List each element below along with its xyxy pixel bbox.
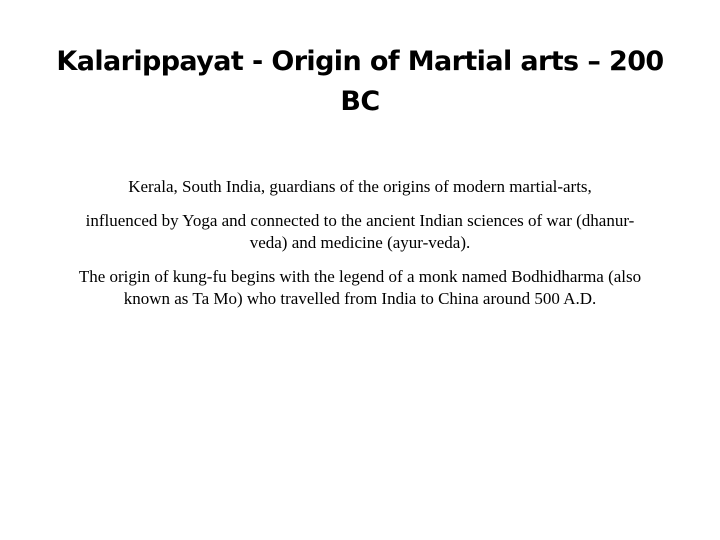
- paragraph-yoga-influence: influenced by Yoga and connected to the ancient Indian sciences of war (dhanur-veda) and medicine (ayur-veda).: [85, 211, 635, 252]
- paragraph-kerala: Kerala, South India, guardians of the origins of modern martial-arts,: [128, 177, 592, 196]
- paragraph-kung-fu-origin: The origin of kung-fu begins with the legend of a monk named Bodhidharma (also known as Ta Mo) who travelled from India to China around 500 A.D.: [78, 267, 642, 308]
- slide-title: Kalarippayat - Origin of Martial arts – 200 BC: [56, 46, 664, 117]
- slide-body: [70, 176, 650, 322]
